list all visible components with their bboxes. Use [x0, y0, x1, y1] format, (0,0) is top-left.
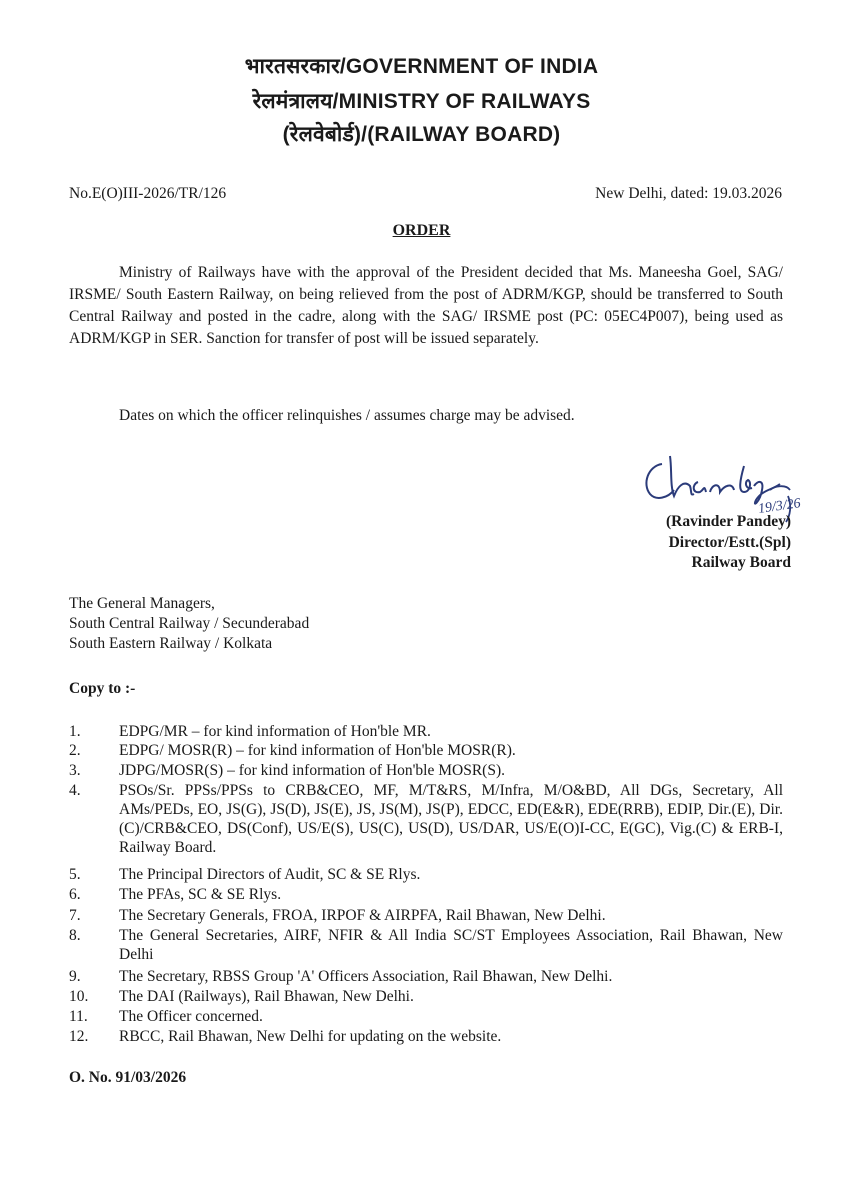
signatory-designation: Director/Estt.(Spl) — [668, 534, 791, 551]
copy-item-number: 9. — [69, 968, 81, 985]
signatory-name: (Ravinder Pandey) — [665, 513, 791, 530]
header-government: भारतसरकार/GOVERNMENT OF INDIA — [244, 55, 599, 78]
copy-item-number: 7. — [69, 907, 81, 924]
addressee-line: South Eastern Railway / Kolkata — [69, 635, 273, 652]
copy-item-number: 10. — [69, 988, 89, 1005]
copy-item-text: The General Secretaries, AIRF, NFIR & All India SC/ST Employees Association, Rail Bhawan, New Delhi — [119, 927, 783, 963]
copy-item-number: 8. — [69, 927, 81, 944]
header-board: (रेलवेबोर्ड)/(RAILWAY BOARD) — [282, 123, 561, 146]
copy-item-text: The Principal Directors of Audit, SC & SE Rlys. — [119, 866, 421, 883]
order-number: O. No. 91/03/2026 — [69, 1069, 187, 1086]
copy-item-text: The Secretary, RBSS Group 'A' Officers Association, Rail Bhawan, New Delhi. — [119, 968, 613, 985]
copy-item-text: The DAI (Railways), Rail Bhawan, New Delhi. — [119, 988, 414, 1005]
reference-number: No.E(O)III-2026/TR/126 — [69, 185, 227, 202]
copy-item-text: EDPG/MR – for kind information of Hon'ble MR. — [119, 723, 431, 740]
copy-item-text: RBCC, Rail Bhawan, New Delhi for updating on the website. — [119, 1028, 502, 1045]
copy-item-number: 2. — [69, 742, 81, 759]
copy-item-number: 1. — [69, 723, 81, 740]
copy-item-number: 5. — [69, 866, 81, 883]
copy-item-number: 11. — [69, 1008, 88, 1025]
signatory-office: Railway Board — [691, 554, 791, 571]
copy-item-number: 3. — [69, 762, 81, 779]
copy-item-text: EDPG/ MOSR(R) – for kind information of Hon'ble MOSR(R). — [119, 742, 516, 759]
addressee-line: The General Managers, — [69, 595, 215, 612]
body-paragraph: Ministry of Railways have with the approval of the President decided that Ms. Maneesha Goel, SAG/ IRSME/ South Eastern Railway, on being relieved from the post of ADRM/KGP, should be transferred to South Central Railway and posted in the cadre, along with the SAG/ IRSME post (PC: 05EC4P007), being used as ADRM/KGP in SER. Sanction for transfer of post will be issued separately. — [69, 264, 783, 347]
copy-item-text: The Secretary Generals, FROA, IRPOF & AIRPFA, Rail Bhawan, New Delhi. — [119, 907, 606, 924]
order-title: ORDER — [392, 222, 451, 239]
copy-item-text: JDPG/MOSR(S) – for kind information of Hon'ble MOSR(S). — [119, 762, 505, 779]
copy-item-text: The Officer concerned. — [119, 1008, 263, 1025]
copy-item-number: 4. — [69, 782, 81, 799]
copy-to-label: Copy to :- — [69, 680, 136, 697]
addressee-line: South Central Railway / Secunderabad — [69, 615, 310, 632]
copy-item-number: 6. — [69, 886, 81, 903]
copy-item-text: The PFAs, SC & SE Rlys. — [119, 886, 282, 903]
copy-item-number: 12. — [69, 1028, 89, 1045]
date-line: New Delhi, dated: 19.03.2026 — [595, 185, 782, 202]
copy-item-text: PSOs/Sr. PPSs/PPSs to CRB&CEO, MF, M/T&RS, M/Infra, M/O&BD, All DGs, Secretary, All AMs/PEDs, EO, JS(G), JS(D), JS(E), JS, JS(M), JS(P), EDCC, ED(E&R), EDE(RRB), EDIP, Dir.(E), Dir.(C)/CRB&CEO, DS(Conf), US/E(S), US(C), US(D), US/DAR, US/E(O)I-CC, E(GC), Vig.(C) & ERB-I, Railway Board. — [119, 782, 783, 856]
signature-date: 19/3/26 — [757, 496, 802, 517]
dates-paragraph: Dates on which the officer relinquishes / assumes charge may be advised. — [119, 407, 575, 424]
header-ministry: रेलमंत्रालय/MINISTRY OF RAILWAYS — [252, 90, 591, 113]
